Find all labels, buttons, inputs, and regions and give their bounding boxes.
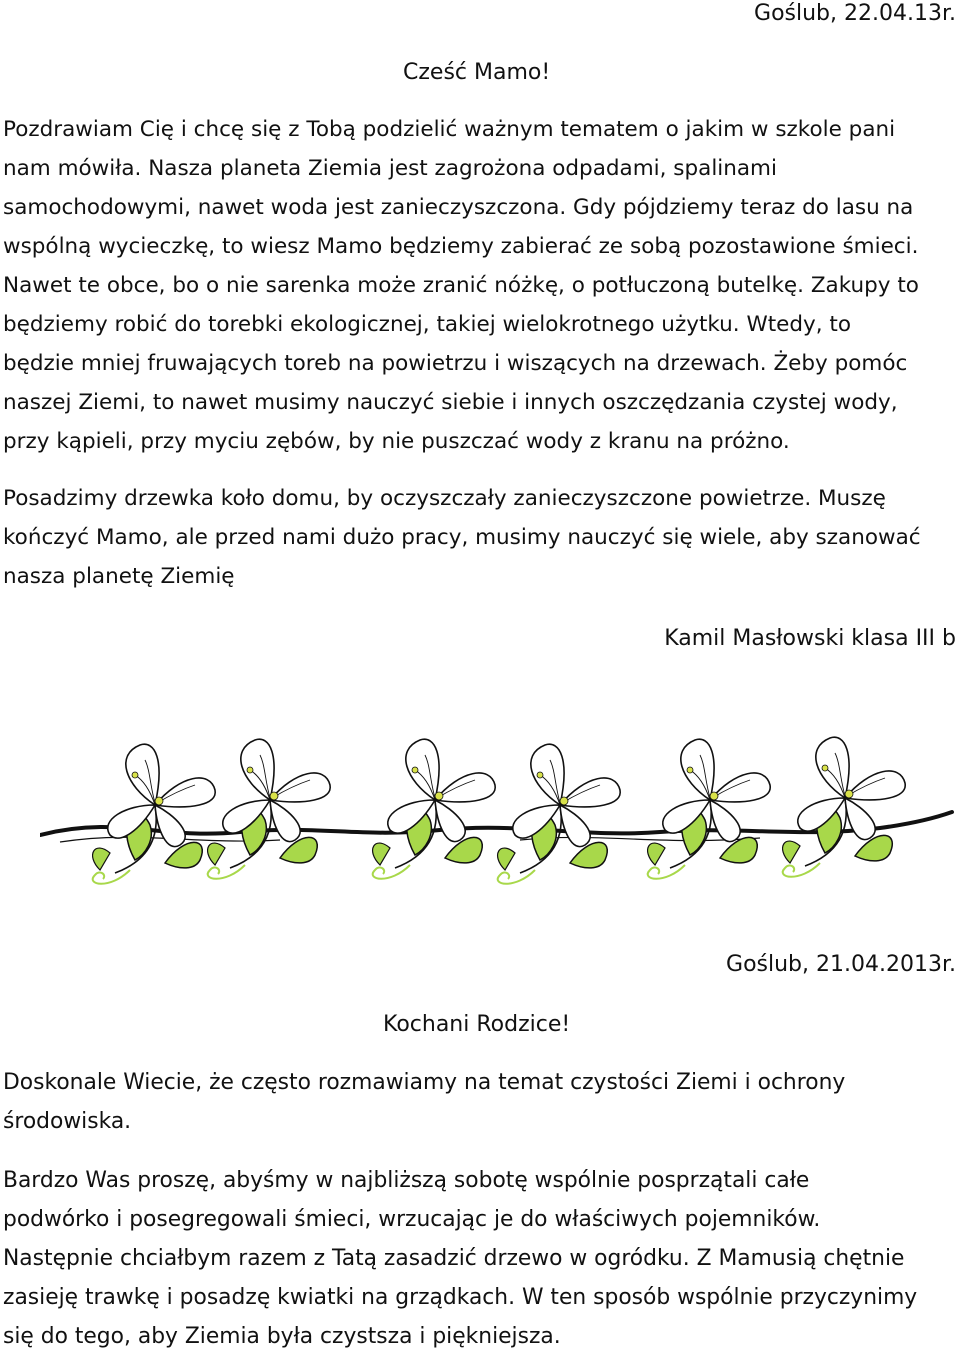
letter-1-signature: Kamil Masłowski klasa III b [664, 626, 956, 651]
letter-1-text-line: kończyć Mamo, ale przed nami dużo pracy, musimy nauczyć się wiele, aby szanować [3, 525, 921, 550]
letter-2-text-line: się do tego, aby Ziemia była czystsza i piękniejsza. [3, 1324, 561, 1349]
letter-1-text-line: będziemy robić do torebki ekologicznej, takiej wielokrotnego użytku. Wtedy, to [3, 312, 852, 337]
flower-icon [93, 744, 216, 884]
letter-2-text-line: podwórko i posegregowali śmieci, wrzucając je do właściwych pojemników. [3, 1207, 821, 1232]
letter-2-text-line: Następnie chciałbym razem z Tatą zasadzić drzewo w ogródku. Z Mamusią chętnie [3, 1246, 905, 1271]
letter-2-text-line: środowiska. [3, 1109, 132, 1134]
letter-1-text-line: wspólną wycieczkę, to wiesz Mamo będziemy zabierać ze sobą pozostawione śmieci. [3, 234, 919, 259]
letter-2-text-line: zasieję trawkę i posadzę kwiatki na grządkach. W ten sposób wspólnie przyczynimy [3, 1285, 918, 1310]
letter-2-text-line: Doskonale Wiecie, że często rozmawiamy na temat czystości Ziemi i ochrony [3, 1070, 846, 1095]
letter-1-text-line: samochodowymi, nawet woda jest zanieczyszczona. Gdy pójdziemy teraz do lasu na [3, 195, 914, 220]
flower-icon [498, 744, 621, 884]
letter-2-greeting: Kochani Rodzice! [383, 1012, 571, 1037]
letter-2-text-line: Bardzo Was proszę, abyśmy w najbliższą sobotę wspólnie posprzątali całe [3, 1168, 810, 1193]
flower-icon [373, 739, 496, 879]
letter-2-date: Goślub, 21.04.2013r. [726, 952, 956, 977]
letter-1-greeting: Cześć Mamo! [403, 60, 551, 85]
letter-1-text-line: nasza planetę Ziemię [3, 564, 235, 589]
letter-1-date: Goślub, 22.04.13r. [754, 1, 956, 26]
letter-1-text-line: nam mówiła. Nasza planeta Ziemia jest zagrożona odpadami, spalinami [3, 156, 777, 181]
lily-flower-border-icon [40, 720, 955, 895]
letter-1-text-line: Pozdrawiam Cię i chcę się z Tobą podzielić ważnym tematem o jakim w szkole pani [3, 117, 896, 142]
letter-1-text-line: Posadzimy drzewka koło domu, by oczyszczały zanieczyszczone powietrze. Muszę [3, 486, 886, 511]
flower-icon [783, 737, 906, 877]
letter-1-text-line: będzie mniej fruwających toreb na powietrzu i wiszących na drzewach. Żeby pomóc [3, 351, 908, 376]
flower-icon [208, 739, 331, 879]
flower-icon [648, 739, 771, 879]
letter-1-text-line: przy kąpieli, przy myciu zębów, by nie puszczać wody z kranu na próżno. [3, 429, 790, 454]
letter-1-text-line: Nawet te obce, bo o nie sarenka może zranić nóżkę, o potłuczoną butelkę. Zakupy to [3, 273, 919, 298]
letter-1-text-line: naszej Ziemi, to nawet musimy nauczyć siebie i innych oszczędzania czystej wody, [3, 390, 898, 415]
